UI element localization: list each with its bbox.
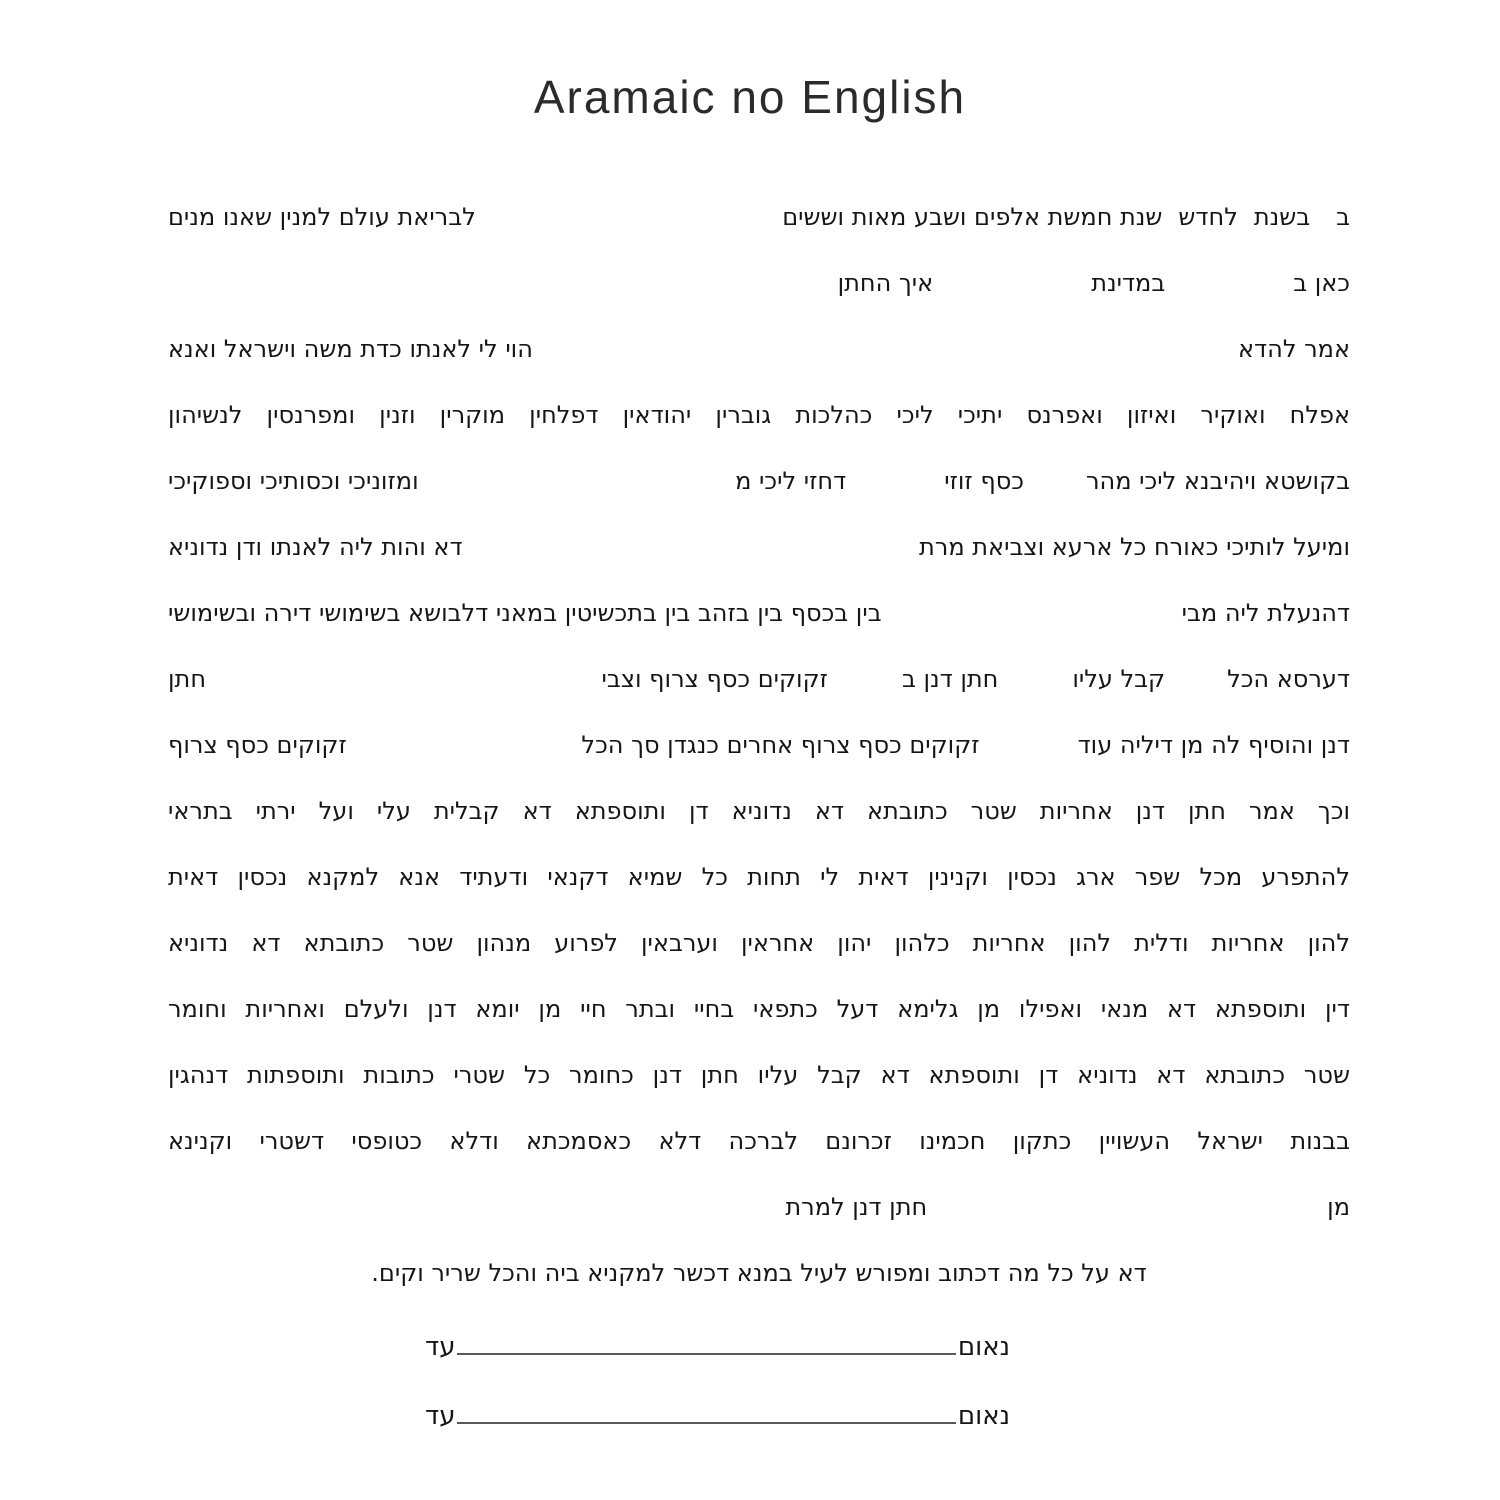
text-run: אמר להדא: [1238, 335, 1350, 363]
text-run: להתפרע מכל שפר ארג נכסין וקנינין דאית לי תחות כל שמיא דקנאי ודעתיד אנא למקנא נכסין דאית: [168, 863, 1350, 891]
witness-signature-line: [457, 1396, 955, 1423]
witness-signature-row-2: [425, 1396, 1010, 1430]
page-title: Aramaic no English: [533, 71, 967, 123]
ketubah-line-4: [168, 382, 1350, 448]
text-run: דנן והוסיף לה מן דיליה עוד: [1077, 731, 1350, 759]
ketubah-line-16: [168, 1174, 1350, 1240]
ketubah-line-5: [168, 448, 1350, 514]
text-run: איך החתן: [837, 269, 934, 297]
text-run: וכך אמר חתן דנן אחריות שטר כתובתא דא נדוניא דן ותוספתא דא קבלית עלי ועל ירתי בתראי: [168, 797, 1350, 825]
witness-signature-section: [0, 1328, 1500, 1431]
text-run: חתן דנן ב: [901, 665, 999, 693]
witness-label: עד: [425, 1400, 456, 1431]
text-run: שנת חמשת אלפים ושבע מאות וששים: [782, 203, 1163, 231]
text-run: דחזי ליכי מ: [735, 467, 847, 495]
text-run: דהנעלת ליה מבי: [1181, 599, 1350, 627]
text-run: דין ותוספתא דא מנאי ואפילו מן גלימא דעל כתפאי בחיי ובתר חיי מן יומא דנן ולעלם ואחריות וחומר: [168, 995, 1350, 1023]
ketubah-text: [0, 184, 1500, 1306]
ketubah-line-12: [168, 910, 1350, 976]
text-run: במדינת: [1091, 269, 1166, 297]
witness-signature-line: [457, 1328, 955, 1355]
text-run: חתן: [168, 665, 206, 693]
text-run: זקוקים כסף צרוף אחרים כנגדן סך הכל: [581, 731, 980, 759]
ketubah-line-9: [168, 712, 1350, 778]
ketubah-line-6: [168, 514, 1350, 580]
text-run: דא על כל מה דכתוב ומפורש לעיל במנא דכשר למקניא ביה והכל שריר וקים.: [371, 1259, 1147, 1287]
text-run: כסף זוזי: [944, 467, 1024, 495]
text-run: בבנות ישראל העשויין כתקון חכמינו זכרונם לברכה דלא כאסמכתא ודלא כטופסי דשטרי וקנינא: [168, 1127, 1350, 1155]
text-run: זקוקים כסף צרוף וצבי: [601, 665, 828, 693]
text-run: בין בכסף בין בזהב בין בתכשיטין במאני דלבושא בשימושי דירה ובשימושי: [168, 599, 882, 627]
text-run: אפלח ואוקיר ואיזון ואפרנס יתיכי ליכי כהלכות גוברין יהודאין דפלחין מוקרין וזנין ומפרנסין לנשיהון: [168, 401, 1350, 429]
signed-label: נאום: [957, 1400, 1010, 1431]
text-run: להון אחריות ודלית להון אחריות כלהון יהון אחראין וערבאין לפרוע מנהון שטר כתובתא דא נדוניא: [168, 929, 1350, 957]
text-run: ב: [1336, 203, 1350, 231]
text-run: דא והות ליה לאנתו ודן נדוניא: [168, 533, 463, 561]
text-run: מן: [1327, 1193, 1350, 1221]
text-run: קבל עליו: [1072, 665, 1166, 693]
text-run: זקוקים כסף צרוף: [168, 731, 347, 759]
text-run: חתן דנן למרת: [785, 1193, 928, 1221]
text-run: ומיעל לותיכי כאורח כל ארעא וצביאת מרת: [919, 533, 1350, 561]
signed-label: נאום: [957, 1332, 1010, 1363]
ketubah-line-11: [168, 844, 1350, 910]
ketubah-line-15: [168, 1108, 1350, 1174]
text-run: בקושטא ויהיבנא ליכי מהר: [1085, 467, 1350, 495]
ketubah-line-1: [168, 184, 1350, 250]
ketubah-line-10: [168, 778, 1350, 844]
witness-signature-row-1: [425, 1328, 1010, 1362]
ketubah-line-7: [168, 580, 1350, 646]
ketubah-line-2: [168, 250, 1350, 316]
text-run: לבריאת עולם למנין שאנו מנים: [168, 203, 476, 231]
ketubah-line-3: [168, 316, 1350, 382]
text-run: בשנת: [1253, 203, 1311, 231]
ketubah-line-13: [168, 976, 1350, 1042]
text-run: ומזוניכי וכסותיכי וספוקיכי: [168, 467, 419, 495]
text-run: הוי לי לאנתו כדת משה וישראל ואנא: [168, 335, 533, 363]
ketubah-line-14: [168, 1042, 1350, 1108]
text-run: כאן ב: [1293, 269, 1350, 297]
text-run: דערסא הכל: [1227, 665, 1350, 693]
ketubah-line-17: [168, 1240, 1350, 1306]
witness-label: עד: [425, 1332, 456, 1363]
text-run: שטר כתובתא דא נדוניא דן ותוספתא דא קבל עליו חתן דנן כחומר כל שטרי כתובות ותוספתות דנהגין: [168, 1061, 1350, 1089]
ketubah-line-8: [168, 646, 1350, 712]
text-run: לחדש: [1178, 203, 1238, 231]
